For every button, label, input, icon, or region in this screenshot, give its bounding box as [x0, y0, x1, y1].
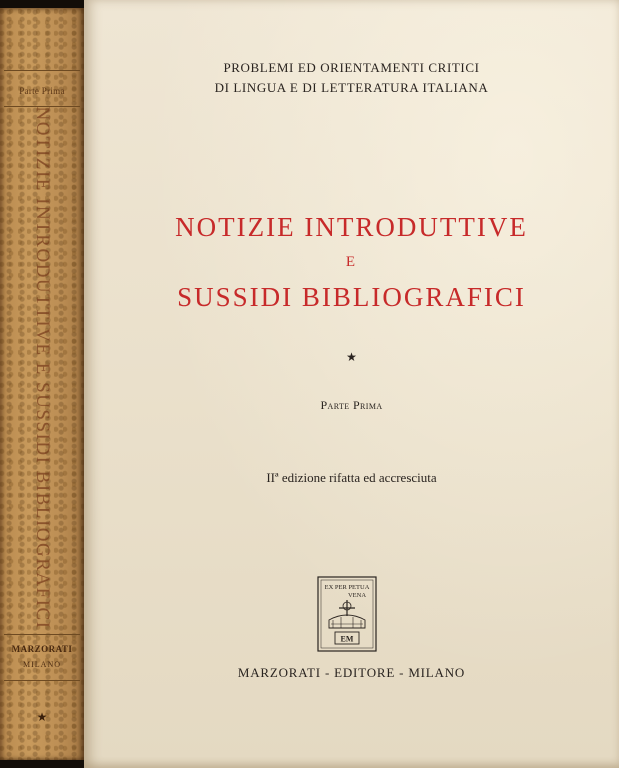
spine-rule	[4, 680, 80, 681]
spine-publisher: MARZORATI	[11, 644, 73, 654]
spine-rule	[4, 634, 80, 635]
spine-city: MILANO	[23, 660, 61, 669]
mark-initials: EM	[340, 634, 354, 644]
publisher-line: MARZORATI - EDITORE - MILANO	[237, 665, 466, 680]
series-title-line1: PROBLEMI ED ORIENTAMENTI CRITICI	[223, 60, 480, 75]
book-cover	[84, 0, 619, 768]
mark-motto-line2: VENA	[347, 592, 367, 599]
spine-rule	[4, 70, 80, 71]
edition-note: IIª edizione rifatta ed accresciuta	[266, 470, 437, 485]
part-label: Parte Prima	[320, 398, 383, 412]
book-title-conjunction: E	[345, 254, 358, 270]
mark-motto-line1: EX PER PETUA	[324, 584, 370, 591]
book-title-line2: SUSSIDI BIBLIOGRAFICI	[177, 282, 526, 312]
book-spine	[0, 8, 84, 760]
spine-star: ★	[36, 710, 48, 724]
spine-title: NOTIZIE INTRODUTTIVE E SUSSIDI BIBLIOGRAFICI	[32, 106, 53, 630]
volume-star: ★	[346, 350, 357, 364]
publisher-mark-icon	[317, 576, 377, 652]
series-title-line2: DI LINGUA E DI LETTERATURA ITALIANA	[214, 80, 489, 95]
spine-part-label: Parte Prima	[19, 86, 65, 96]
book-title-line1: NOTIZIE INTRODUTTIVE	[175, 212, 528, 242]
